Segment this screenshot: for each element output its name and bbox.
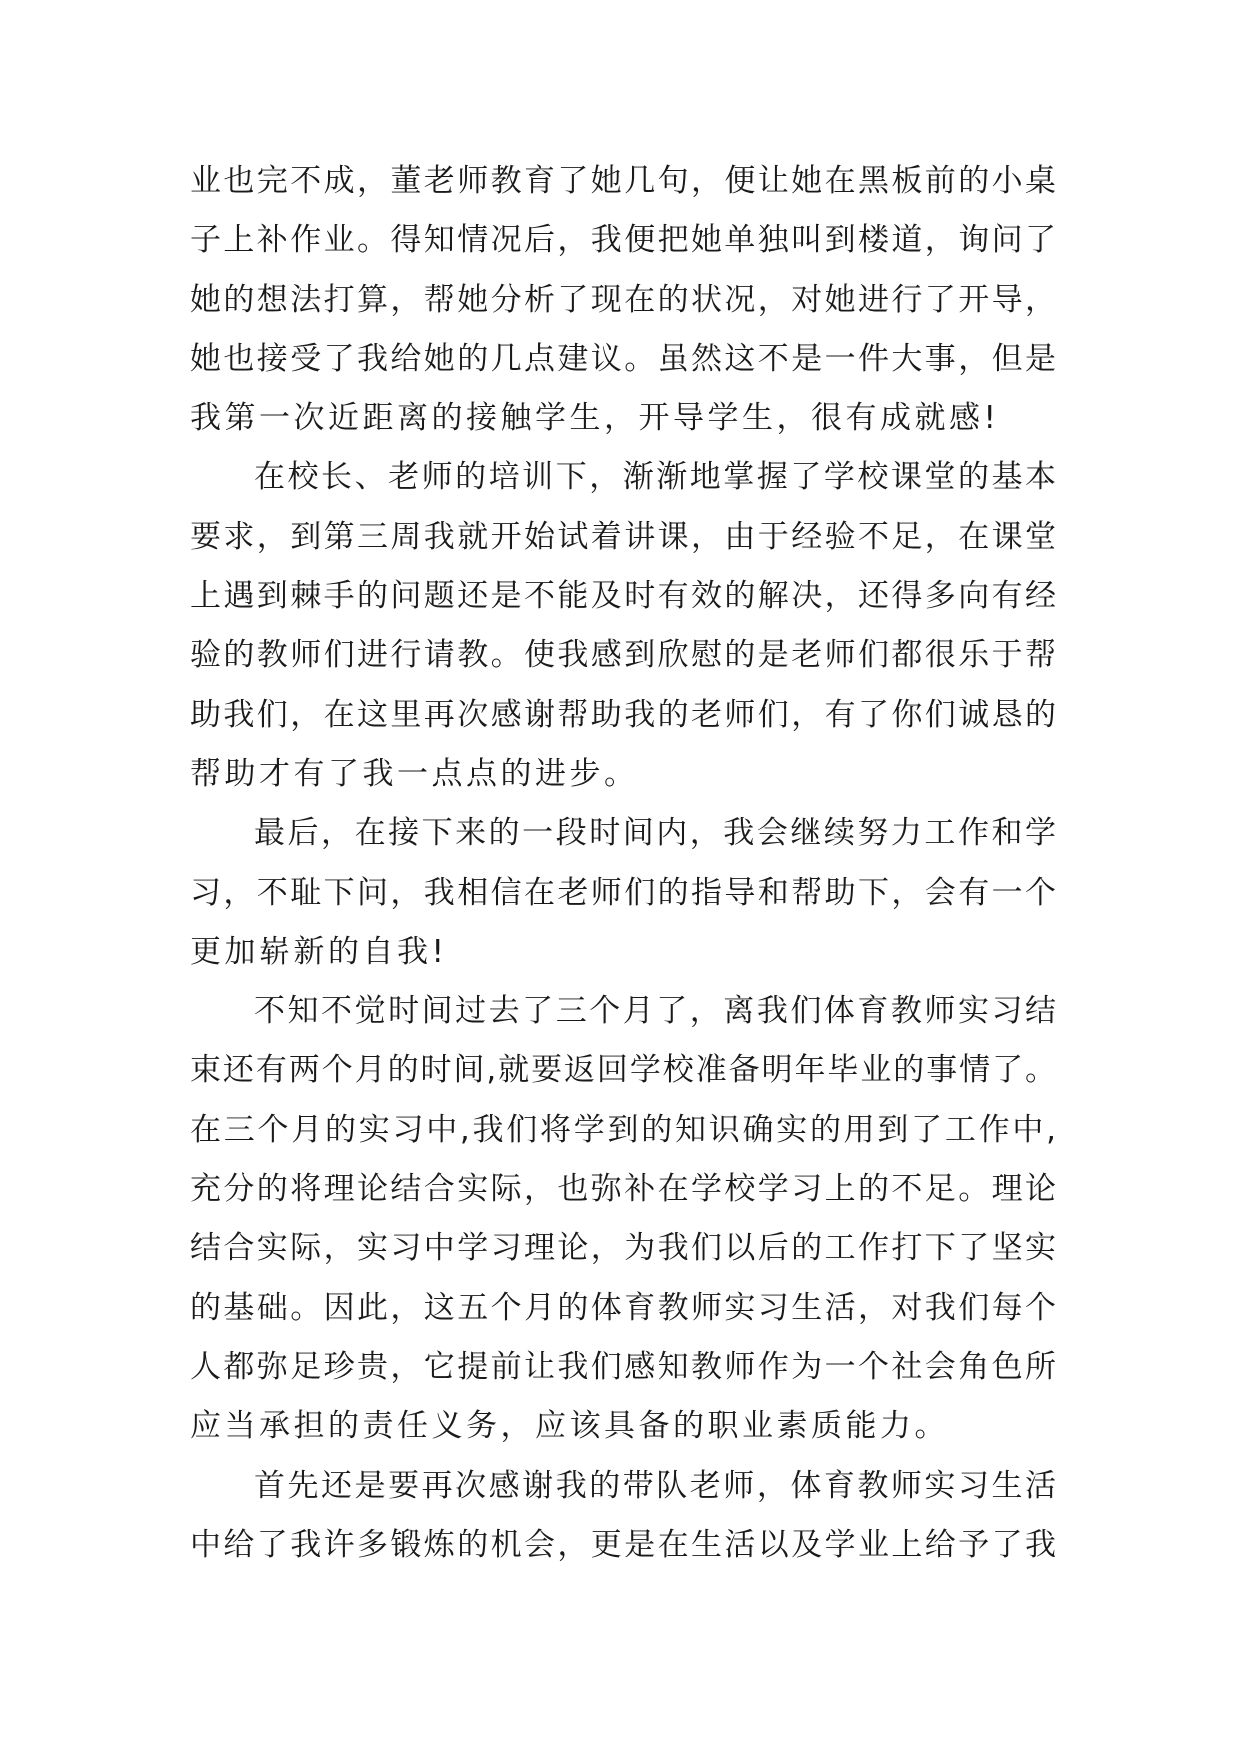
paragraph: [190, 982, 1056, 1456]
text-line: 不知不觉时间过去了三个月了，离我们体育教师实习结: [254, 993, 1056, 1030]
text-line: 我第一次近距离的接触学生，开导学生，很有成就感!: [190, 400, 1000, 437]
text-line: 束还有两个月的时间,就要返回学校准备明年毕业的事情了。: [190, 1052, 1056, 1089]
text-line: 最后，在接下来的一段时间内，我会继续努力工作和学: [254, 815, 1056, 852]
text-line: 上遇到棘手的问题还是不能及时有效的解决，还得多向有经: [190, 578, 1056, 615]
text-line: 充分的将理论结合实际，也弥补在学校学习上的不足。理论: [190, 1171, 1056, 1208]
text-line: 验的教师们进行请教。使我感到欣慰的是老师们都很乐于帮: [190, 637, 1056, 674]
paragraph: [190, 152, 1056, 448]
paragraph: [190, 1457, 1056, 1576]
text-line: 的基础。因此，这五个月的体育教师实习生活，对我们每个: [190, 1289, 1056, 1326]
text-line: 人都弥足珍贵，它提前让我们感知教师作为一个社会角色所: [190, 1348, 1056, 1385]
text-line: 业也完不成，董老师教育了她几句，便让她在黑板前的小桌: [190, 163, 1056, 199]
text-line: 她也接受了我给她的几点建议。虽然这不是一件大事，但是: [190, 340, 1056, 377]
text-line: 更加崭新的自我!: [190, 933, 448, 970]
paragraph: [190, 804, 1056, 982]
text-line: 习，不耻下问，我相信在老师们的指导和帮助下，会有一个: [190, 874, 1056, 911]
paragraph: [190, 448, 1056, 804]
text-line: 中给了我许多锻炼的机会，更是在生活以及学业上给予了我: [190, 1526, 1056, 1563]
text-line: 助我们，在这里再次感谢帮助我的老师们，有了你们诚恳的: [190, 696, 1056, 733]
text-line: 子上补作业。得知情况后，我便把她单独叫到楼道，询问了: [190, 222, 1056, 259]
text-line: 她的想法打算，帮她分析了现在的状况，对她进行了开导，: [190, 281, 1056, 318]
text-line: 首先还是要再次感谢我的带队老师，体育教师实习生活: [254, 1467, 1056, 1504]
text-line: 结合实际，实习中学习理论，为我们以后的工作打下了坚实: [190, 1230, 1056, 1267]
text-line: 应当承担的责任义务，应该具备的职业素质能力。: [190, 1408, 949, 1445]
text-line: 在校长、老师的培训下，渐渐地掌握了学校课堂的基本: [254, 459, 1056, 496]
document-body: [190, 152, 1056, 1575]
text-line: 要求，到第三周我就开始试着讲课，由于经验不足，在课堂: [190, 518, 1056, 555]
text-line: 帮助才有了我一点点的进步。: [190, 755, 639, 792]
text-line: 在三个月的实习中,我们将学到的知识确实的用到了工作中,: [190, 1111, 1056, 1148]
